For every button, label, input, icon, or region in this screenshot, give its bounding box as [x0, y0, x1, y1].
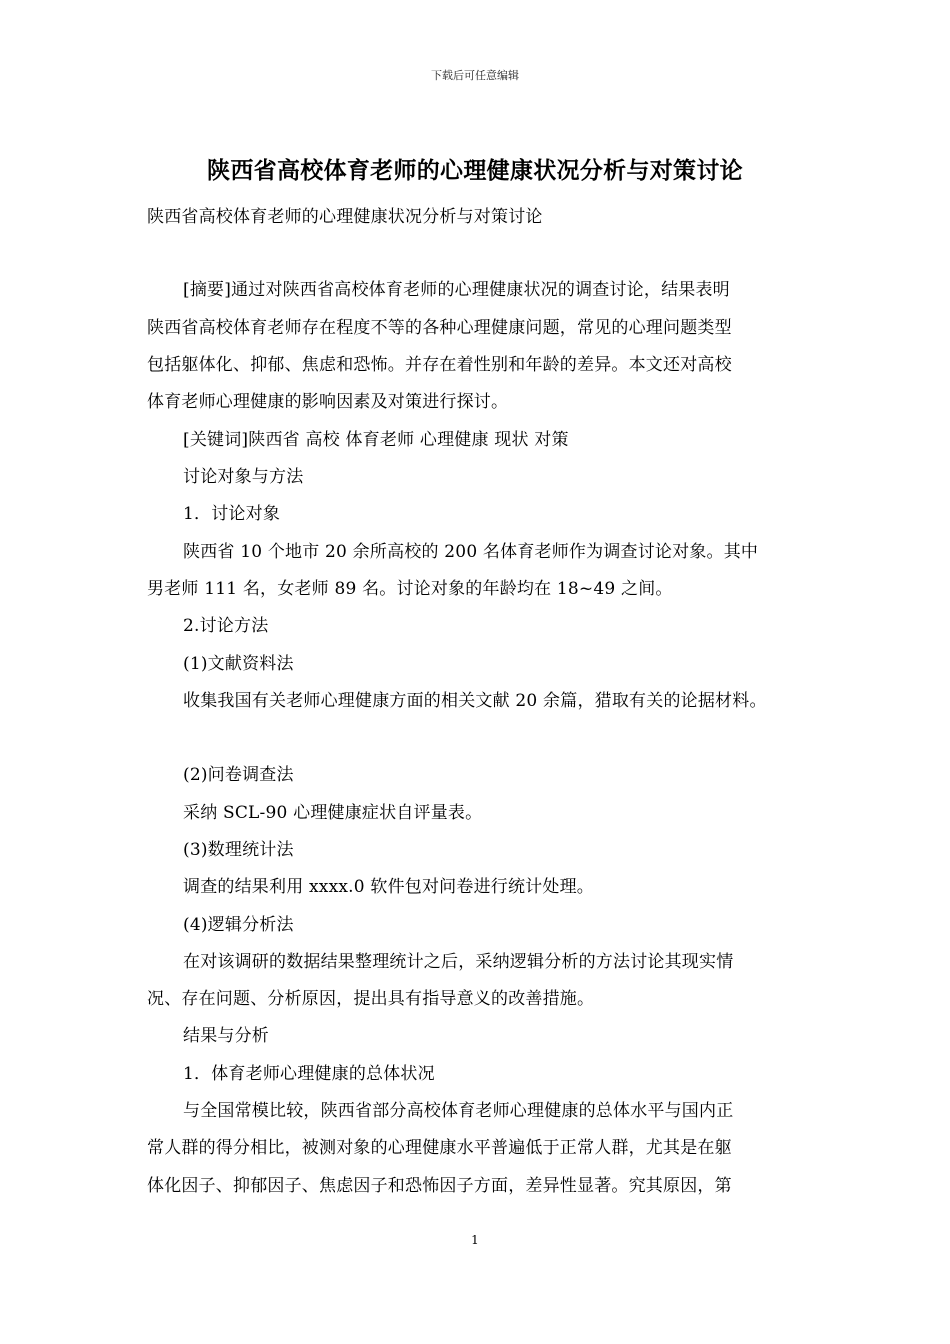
paragraph-line: 陕西省 10 个地市 20 余所高校的 200 名体育老师作为调查讨论对象。其中 — [183, 542, 759, 562]
paragraph-line: 男老师 111 名，女老师 89 名。讨论对象的年龄均在 18~49 之间。 — [147, 579, 673, 599]
subsection-heading-methods: 2.讨论方法 — [183, 616, 269, 636]
method-heading: (2)问卷调查法 — [183, 765, 294, 785]
paragraph-line: 收集我国有关老师心理健康方面的相关文献 20 余篇，猎取有关的论据材料。 — [183, 691, 767, 711]
abstract-line: 陕西省高校体育老师存在程度不等的各种心理健康问题，常见的心理问题类型 — [147, 318, 732, 338]
subsection-heading-overall: 1．体育老师心理健康的总体状况 — [183, 1064, 435, 1084]
abstract-line: 体育老师心理健康的影响因素及对策进行探讨。 — [147, 392, 509, 412]
paragraph-line: 在对该调研的数据结果整理统计之后，采纳逻辑分析的方法讨论其现实情 — [183, 952, 734, 972]
paragraph-line: 采纳 SCL-90 心理健康症状自评量表。 — [183, 803, 483, 823]
page-number: 1 — [471, 1233, 479, 1247]
page-header: 下载后可任意编辑 — [431, 69, 519, 82]
keywords: [关键词]陕西省 高校 体育老师 心理健康 现状 对策 — [183, 430, 569, 450]
paragraph-line: 常人群的得分相比，被测对象的心理健康水平普遍低于正常人群，尤其是在躯 — [147, 1138, 732, 1158]
subtitle: 陕西省高校体育老师的心理健康状况分析与对策讨论 — [147, 207, 543, 227]
abstract-line: 包括躯体化、抑郁、焦虑和恐怖。并存在着性别和年龄的差异。本文还对高校 — [147, 355, 732, 375]
method-heading: (4)逻辑分析法 — [183, 915, 294, 935]
section-heading-methods: 讨论对象与方法 — [183, 467, 304, 487]
paragraph-line: 体化因子、抑郁因子、焦虑因子和恐怖因子方面，差异性显著。究其原因，第 — [147, 1176, 732, 1196]
subsection-heading-subjects: 1．讨论对象 — [183, 504, 281, 524]
document-title: 陕西省高校体育老师的心理健康状况分析与对策讨论 — [207, 157, 743, 184]
section-heading-results: 结果与分析 — [183, 1026, 269, 1046]
paragraph-line: 况、存在问题、分析原因，提出具有指导意义的改善措施。 — [147, 989, 595, 1009]
method-heading: (1)文献资料法 — [183, 654, 294, 674]
abstract-line: [摘要]通过对陕西省高校体育老师的心理健康状况的调查讨论，结果表明 — [183, 280, 730, 300]
paragraph-line: 与全国常模比较，陕西省部分高校体育老师心理健康的总体水平与国内正 — [183, 1101, 734, 1121]
method-heading: (3)数理统计法 — [183, 840, 294, 860]
paragraph-line: 调查的结果利用 xxxx.0 软件包对问卷进行统计处理。 — [183, 877, 594, 897]
